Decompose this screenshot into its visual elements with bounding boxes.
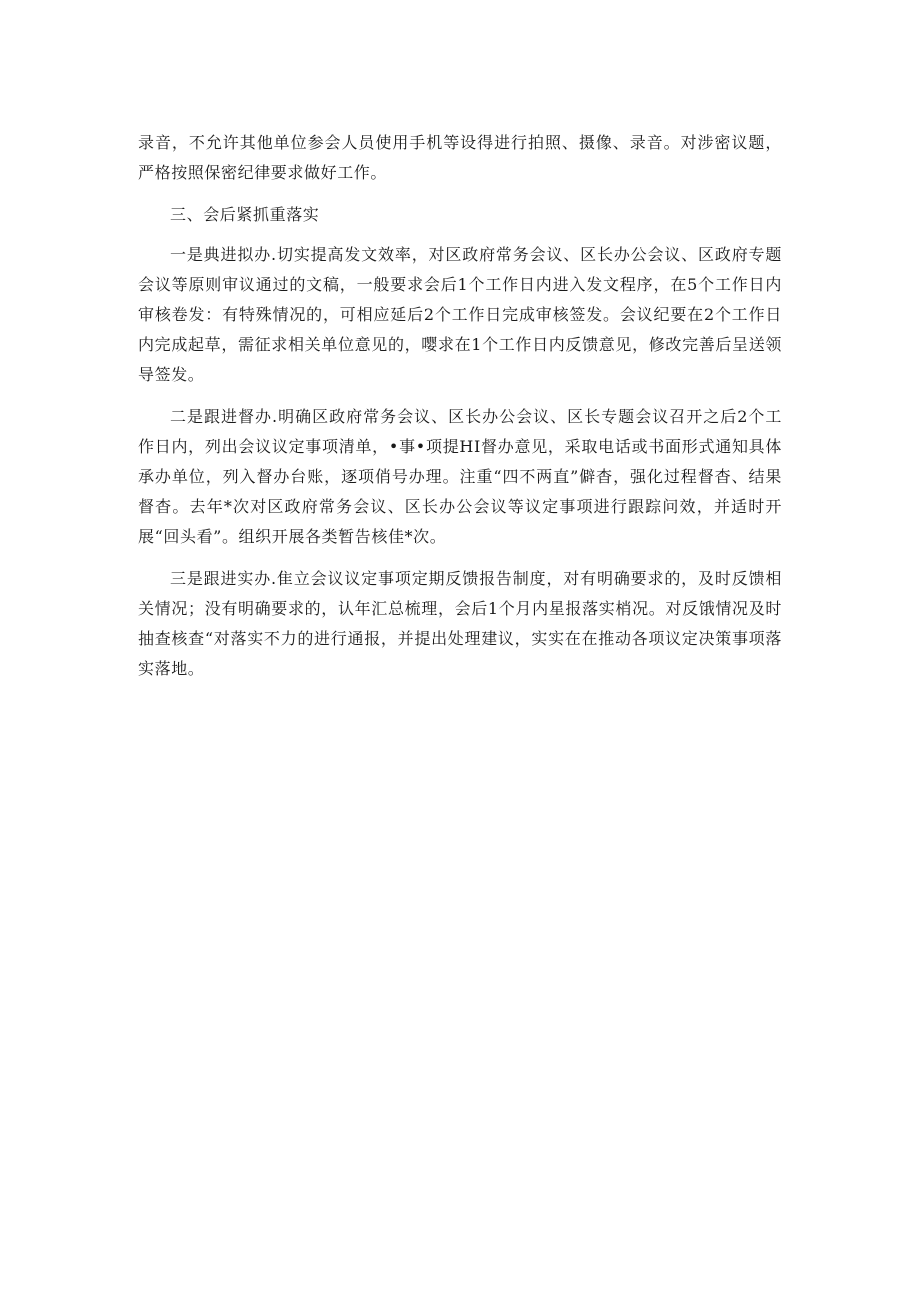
section-heading-post-meeting: 三、会后紧抓重落实 [170, 205, 320, 224]
paragraph-document-processing: 一是典进拟办.切实提高发文效率，对区政府常务会议、区长办公会议、区政府专题会议等原则审议通过的文稿，一般要求会后1个工作日内进入发文程序，在5个工作日内审核卷发：有特殊情况的，可相应延后2个工作日完成审核签发。会议纪要在2个工作日内完成起草，需征求相关单位意见的，嘤求在1个工作日内反馈意见，修改完善后呈送领导签发。 [138, 245, 782, 384]
paragraph-supervision: 二是跟进督办.明确区政府常务会议、区长办公会议、区长专题会议召开之后2个工作日内，列出会议议定事项清单，•事•项提HI督办意见，采取电话或书面形式通知具体承办单位，列入督办台账，逐项俏号办理。注重“四不两直”僻杳，强化过程督杳、结果督杳。去年*次对区政府常务会议、区长办公会议等议定事项进行跟踪问效，并适时开展“回头看”。组织开展各类暂告核佳*次。 [138, 407, 782, 546]
document-body [138, 128, 782, 696]
paragraph-recording-rules: 录音，不允许其他单位参会人员使用手机等设得进行拍照、摄像、录音。对涉密议题，严格按照保密纪律要求做好工作。 [138, 133, 782, 182]
paragraph-implementation: 三是跟进实办.隹立会议议定事项定期反馈报告制度，对有明确要求的，及时反馈相关情况；没有明确要求的，认年汇总梳理，会后1个月内星报落实梢况。对反饿情况及时抽查核查“对落实不力的进行通报，并提出处理建议，实实在在推动各项议定决策事项落实落地。 [138, 569, 782, 678]
